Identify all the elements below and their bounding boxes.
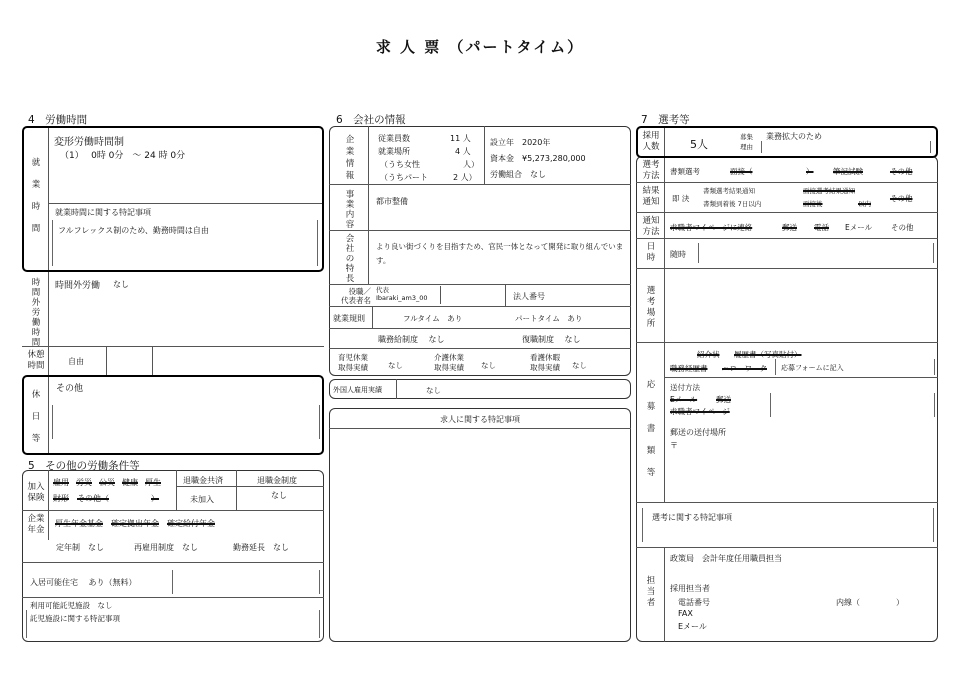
result-doc: 書類選考結果通知 [703,187,755,195]
insurance-item: 公災 [99,478,115,487]
childcare-leave-label: 育児休業 取得実績 [338,353,368,372]
section-7-heading: 7 選考等 [641,114,690,126]
rep-name: Ibaraki_am3_00 [376,294,428,302]
insurance-item: 労災 [76,478,92,487]
divider [329,428,631,429]
divider [48,377,49,453]
insurance-row-2 [53,493,159,504]
site-label: 就業場所 [378,147,410,156]
work-hours-value: （1） 0時 0分 ～ 24 時 0分 [60,151,186,161]
docs-resume: 履歴書（写真貼付） [734,350,802,359]
notify-mypage: 求職者マイページに連絡 [670,223,753,232]
part-label: （うちパート [380,173,428,182]
work-note-label: 就業時間に関する特記事項 [55,208,151,217]
divider [22,346,324,347]
send-method-label: 送付方法 [670,383,700,392]
divider [372,306,373,328]
divider [664,158,665,268]
divider [636,268,938,269]
return-system: 復職制度 なし [522,335,581,344]
place-label: 選 考 場 所 [646,286,656,329]
overtime-label: 時 間 外 労 働 時 間 [31,278,41,348]
divider [48,272,49,376]
housing: 入居可能住宅 あり（無料） [30,578,137,587]
method-written: 筆記試験 [833,167,863,176]
rules-label: 就業規則 [333,314,365,323]
divider [440,286,441,304]
retire-system-value: なし [271,491,287,500]
housing-field [172,570,320,594]
divider [636,547,938,548]
break-label: 休憩 時間 [27,350,45,371]
care-leave-value: なし [481,361,496,370]
method-interview: 面接（ [730,167,753,176]
nursing-leave-value: なし [572,361,587,370]
contact-label: 担 当 者 [646,576,656,608]
divider [106,346,107,376]
date-label: 日 時 [646,242,656,263]
phone-label: 電話番号 [678,598,710,607]
divider [664,268,665,502]
contact-dept: 政策局 会計年度任用職員担当 [670,554,782,563]
employees-label: 従業員数 [378,134,410,143]
holidays-label: 休 日 等 [31,390,41,444]
result-interview: 面接選考結果通知 [803,187,855,195]
section-6-heading: 6 会社の情報 [336,114,406,126]
divider [329,328,631,329]
reason-label: 募集 理由 [740,133,753,151]
result-interview-days: 以内 [858,200,871,208]
work-hours-label: 就 業 時 間 [31,158,41,234]
full-time-rules: フルタイム あり [403,314,463,323]
rep-label: 役職／ 代表者名 [341,287,371,305]
fax-label: FAX [678,609,693,618]
part-value: 2 人） [453,173,477,182]
docs-label: 応 募 書 類 等 [646,380,656,478]
extension: 勤務延長 なし [233,543,289,552]
work-note: フルフレックス制のため、勤務時間は自由 [58,226,209,235]
retire-mutual-label: 退職金共済 [183,476,223,485]
divider [329,348,631,349]
pension-item: 確定給付年金 [167,519,215,528]
site-value: 4 人 [455,147,471,156]
foreign-value: なし [426,386,441,395]
result-doc-after: 書類到着後 7日以内 [703,200,762,208]
section-5-heading: 5 その他の労働条件等 [28,460,140,472]
insurance-label: 加入 保険 [27,482,45,503]
method-doc: 書類選考 [670,167,700,176]
divider [48,203,322,204]
corp-no-label: 法人番号 [513,292,545,301]
rehire-system: 再雇用制度 なし [134,543,198,552]
docs-referral: 紹介状 [697,350,720,359]
insurance-item: ） [151,494,159,503]
break-value: 自由 [68,357,84,366]
send-mail: 郵送 [716,395,731,404]
divider [484,126,485,184]
divider [329,184,631,185]
overtime-text: 時間外労働 [55,281,101,291]
divider [152,346,153,376]
retire-mutual-value: 未加入 [190,495,214,504]
divider [176,470,177,510]
pension-item: 確定拠出年金 [111,519,159,528]
divider [22,510,324,511]
divider [664,377,938,378]
notify-mail: 郵送 [782,223,797,232]
insurance-item: 雇用 [53,478,69,487]
childcare: 利用可能託児施設 なし [30,601,113,610]
retire-system-label: 退職金制度 [257,476,297,485]
result-label: 結果 通知 [642,186,660,207]
divider [176,486,324,487]
female-value: 人） [463,160,479,169]
divider [22,562,324,563]
divider [505,284,506,306]
page-title: 求 人 票 （パートタイム） [375,38,585,56]
divider [636,212,938,213]
founded: 設立年 2020年 [490,138,551,147]
divider [636,182,938,183]
docs-hellowork: ハローワーク [722,364,767,373]
divider [664,547,665,642]
divider [236,470,237,510]
insurance-row-1 [53,477,161,488]
send-email: Eメール [670,395,698,404]
notify-label: 通知 方法 [642,216,660,237]
pension-items [55,518,215,529]
business-label: 事 業 内 容 [345,190,355,230]
foreign-label: 外国人雇用実績 [333,386,382,394]
date-field [698,243,934,263]
divider [368,126,369,284]
method-label: 選考 方法 [642,160,660,181]
divider [664,128,665,156]
insurance-item: 厚生 [145,478,161,487]
retirement-age: 定年制 なし [56,543,104,552]
send-mypage: 求職者マイページ [670,407,730,416]
work-type: 変形労働時間制 [54,137,124,148]
notes-label: 求人に関する特記事項 [440,415,520,424]
insurance-item: その他（ [77,494,109,503]
divider [329,306,631,307]
method-interview-close: ） [806,167,814,176]
feature-label: 会 社 の 特 長 [345,234,355,284]
nursing-leave-label: 看護休暇 取得実績 [530,353,560,372]
holidays-text: その他 [56,384,84,394]
part-time-rules: パートタイム あり [515,314,583,323]
insurance-item: 健康 [122,478,138,487]
childcare-leave-value: なし [388,361,403,370]
notes-box [329,408,631,642]
result-interview-after: 面接後 [803,200,823,208]
result-immediate: 即 決 [672,194,690,203]
childcare-note-label: 託児施設に関する特記事項 [30,614,120,623]
care-leave-label: 介護休業 取得実績 [434,353,464,372]
hire-count-label: 採用 人数 [642,131,660,152]
notify-email: Eメール [845,223,873,232]
hire-count-value: 5人 [690,138,708,151]
divider [48,128,49,270]
person-label: 採用担当者 [670,584,710,593]
selection-note-label: 選考に関する特記事項 [652,513,732,522]
feature-value: より良い街づくりを目指すため、官民一体となって開発に取り組んでいます。 [376,242,624,265]
docs-other-field [775,359,935,375]
result-other: その他 [890,194,913,203]
mail-place-label: 郵送の送付場所 [670,428,726,437]
female-label: （うち女性 [380,160,420,169]
reason-field [761,141,931,153]
divider [329,284,631,285]
divider [48,470,49,540]
divider [636,502,938,503]
notify-phone: 電話 [814,223,829,232]
holidays-field [52,405,320,439]
postal-code: 〒 [670,441,678,450]
notify-other: その他 [891,223,914,232]
pension-item: 厚生年金基金 [55,519,103,528]
divider [396,379,397,399]
ext-label: 内線（ [836,598,860,607]
date-value: 随時 [670,250,686,259]
severance-system: 職務給制度 なし [378,335,445,344]
section-4-heading: 4 労働時間 [28,114,88,126]
capital: 資本金 ¥5,273,280,000 [490,154,586,163]
divider [636,238,938,239]
overtime-value: なし [113,280,129,289]
docs-other: 応募フォームに記入 [781,364,844,372]
reason-value: 業務拡大のため [766,132,822,141]
method-other: その他 [890,167,913,176]
company-info-label: 企 業 情 報 [345,135,355,181]
union: 労働組合 なし [490,170,546,179]
divider [22,597,324,598]
business-value: 都市整備 [376,197,408,206]
email-label: Eメール [678,622,707,631]
divider [636,342,938,343]
divider [329,230,631,231]
send-method-field [770,393,935,417]
employees-value: 11 人 [450,134,471,143]
insurance-item: 財形 [53,494,69,503]
rep-title: 代表 [376,286,389,294]
docs-career: 職務経歴書 [670,364,708,373]
pension-label: 企業 年金 [27,514,45,535]
ext-close: ） [896,598,904,607]
